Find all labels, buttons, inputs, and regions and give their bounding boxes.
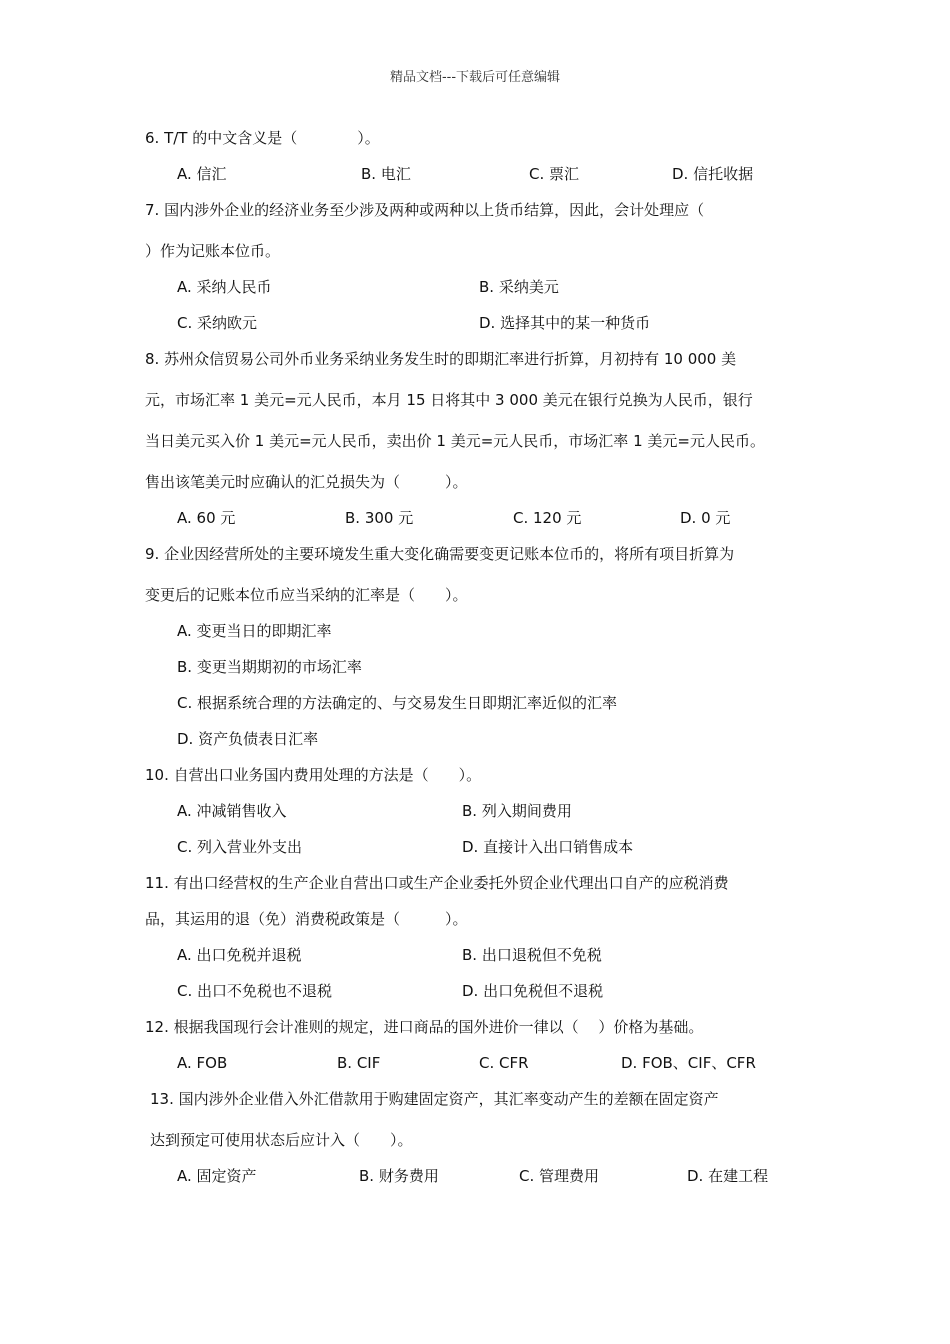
question-11-option-a: A. 出口免税并退税 <box>177 946 302 964</box>
question-8-option-d: D. 0 元 <box>680 509 731 527</box>
question-9-option-b: B. 变更当期期初的市场汇率 <box>177 658 362 676</box>
question-10-option-c: C. 列入营业外支出 <box>177 838 303 856</box>
question-8-text-line-2: 元，市场汇率 1 美元=元人民币，本月 15 日将其中 3 000 美元在银行兑换为人民币，银行 <box>145 391 753 409</box>
question-9-option-d: D. 资产负债表日汇率 <box>177 730 319 748</box>
question-7-text-line-1: 7. 国内涉外企业的经济业务至少涉及两种或两种以上货币结算，因此，会计处理应（ <box>145 201 705 219</box>
question-8-text-line-3: 当日美元买入价 1 美元=元人民币，卖出价 1 美元=元人民币，市场汇率 1 美元=元人民币。 <box>145 432 765 450</box>
question-11-option-b: B. 出口退税但不免税 <box>462 946 602 964</box>
question-6-option-d: D. 信托收据 <box>672 165 754 183</box>
question-13-text-line-1: 13. 国内涉外企业借入外汇借款用于购建固定资产，其汇率变动产生的差额在固定资产 <box>150 1090 719 1108</box>
question-11-option-d: D. 出口免税但不退税 <box>462 982 604 1000</box>
question-8-option-a: A. 60 元 <box>177 509 236 527</box>
question-9-option-a: A. 变更当日的即期汇率 <box>177 622 332 640</box>
question-12-option-b: B. CIF <box>337 1054 381 1072</box>
question-10-option-b: B. 列入期间费用 <box>462 802 572 820</box>
question-7-text-line-2: ）作为记账本位币。 <box>145 242 281 260</box>
question-6-option-a: A. 信汇 <box>177 165 227 183</box>
question-8-text-line-4: 售出该笔美元时应确认的汇兑损失为（ ）。 <box>145 473 468 491</box>
question-10-text: 10. 自营出口业务国内费用处理的方法是（ ）。 <box>145 766 482 784</box>
question-12-option-c: C. CFR <box>479 1054 529 1072</box>
question-12-option-d: D. FOB、CIF、CFR <box>621 1054 756 1072</box>
question-12-text: 12. 根据我国现行会计准则的规定，进口商品的国外进价一律以（ ）价格为基础。 <box>145 1018 704 1036</box>
question-6-text: 6. T/T 的中文含义是（ ）。 <box>145 129 380 147</box>
question-13-text-line-2: 达到预定可使用状态后应计入（ ）。 <box>150 1131 413 1149</box>
question-9-text-line-1: 9. 企业因经营所处的主要环境发生重大变化确需要变更记账本位币的，将所有项目折算为 <box>145 545 735 563</box>
page-header: 精品文档---下载后可任意编辑 <box>389 70 561 85</box>
question-11-option-c: C. 出口不免税也不退税 <box>177 982 333 1000</box>
question-7-option-a: A. 采纳人民币 <box>177 278 272 296</box>
question-7-option-c: C. 采纳欧元 <box>177 314 258 332</box>
question-7-option-d: D. 选择其中的某一种货币 <box>479 314 651 332</box>
question-8-option-b: B. 300 元 <box>345 509 414 527</box>
question-13-option-d: D. 在建工程 <box>687 1167 769 1185</box>
question-8-option-c: C. 120 元 <box>513 509 582 527</box>
question-7-option-b: B. 采纳美元 <box>479 278 559 296</box>
question-10-option-a: A. 冲减销售收入 <box>177 802 287 820</box>
question-6-option-b: B. 电汇 <box>361 165 411 183</box>
question-8-text-line-1: 8. 苏州众信贸易公司外币业务采纳业务发生时的即期汇率进行折算，月初持有 10 000 美 <box>145 350 737 368</box>
question-13-option-b: B. 财务费用 <box>359 1167 439 1185</box>
question-11-text-line-2: 品，其运用的退（免）消费税政策是（ ）。 <box>145 910 468 928</box>
question-11-text-line-1: 11. 有出口经营权的生产企业自营出口或生产企业委托外贸企业代理出口自产的应税消费 <box>145 874 729 892</box>
question-10-option-d: D. 直接计入出口销售成本 <box>462 838 634 856</box>
question-9-option-c: C. 根据系统合理的方法确定的、与交易发生日即期汇率近似的汇率 <box>177 694 618 712</box>
question-13-option-c: C. 管理费用 <box>519 1167 600 1185</box>
question-6-option-c: C. 票汇 <box>529 165 580 183</box>
question-9-text-line-2: 变更后的记账本位币应当采纳的汇率是（ ）。 <box>145 586 468 604</box>
question-13-option-a: A. 固定资产 <box>177 1167 257 1185</box>
question-12-option-a: A. FOB <box>177 1054 228 1072</box>
